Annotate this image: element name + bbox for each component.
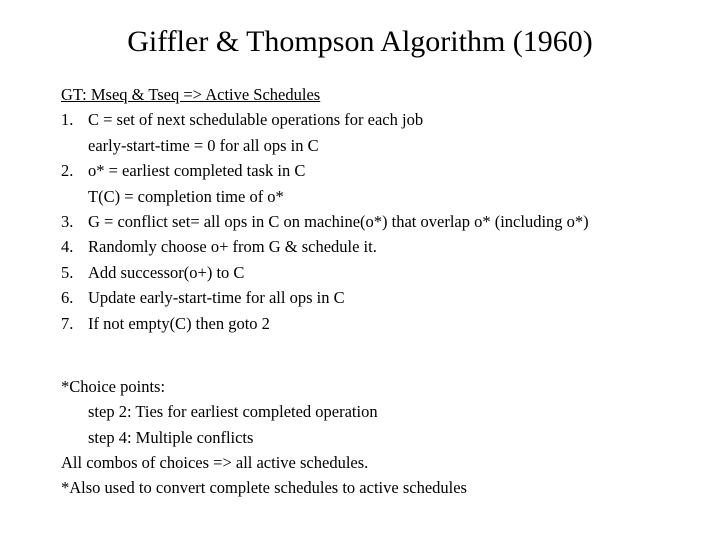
- step-text: If not empty(C) then goto 2: [88, 313, 270, 333]
- step-number: 6.: [61, 288, 74, 308]
- choice-point-1: step 2: Ties for earliest completed operation: [88, 402, 378, 422]
- combos-note: All combos of choices => all active schedules.: [61, 453, 369, 473]
- also-used-note: *Also used to convert complete schedules to active schedules: [61, 478, 467, 498]
- step-7: [61, 311, 701, 336]
- step-text: C = set of next schedulable operations for each job: [88, 110, 424, 130]
- step-5: [61, 260, 701, 285]
- step-number: 4.: [61, 237, 74, 257]
- choice-points-heading: *Choice points:: [61, 376, 166, 396]
- step-3: [61, 209, 701, 234]
- spacer: [61, 336, 701, 374]
- algorithm-header: GT: Mseq & Tseq => Active Schedules: [61, 85, 321, 104]
- step-2-detail: T(C) = completion time of o*: [88, 186, 284, 206]
- step-1-detail: early-start-time = 0 for all ops in C: [88, 135, 319, 155]
- step-1: [61, 107, 701, 132]
- step-2: [61, 158, 701, 183]
- step-number: 7.: [61, 313, 74, 333]
- step-text: Add successor(o+) to C: [88, 262, 245, 282]
- step-4: [61, 234, 701, 259]
- step-number: 5.: [61, 262, 74, 282]
- step-number: 1.: [61, 110, 74, 130]
- step-text: o* = earliest completed task in C: [88, 161, 306, 181]
- step-number: 3.: [61, 211, 74, 231]
- slide-body: [61, 82, 701, 501]
- step-number: 2.: [61, 161, 74, 181]
- step-text: Randomly choose o+ from G & schedule it.: [88, 237, 377, 257]
- step-text: G = conflict set= all ops in C on machine(o*) that overlap o* (including o*): [88, 211, 589, 231]
- step-6: [61, 285, 701, 310]
- slide-title: Giffler & Thompson Algorithm (1960): [127, 25, 593, 58]
- step-text: Update early-start-time for all ops in C: [88, 288, 345, 308]
- choice-point-2: step 4: Multiple conflicts: [88, 427, 254, 447]
